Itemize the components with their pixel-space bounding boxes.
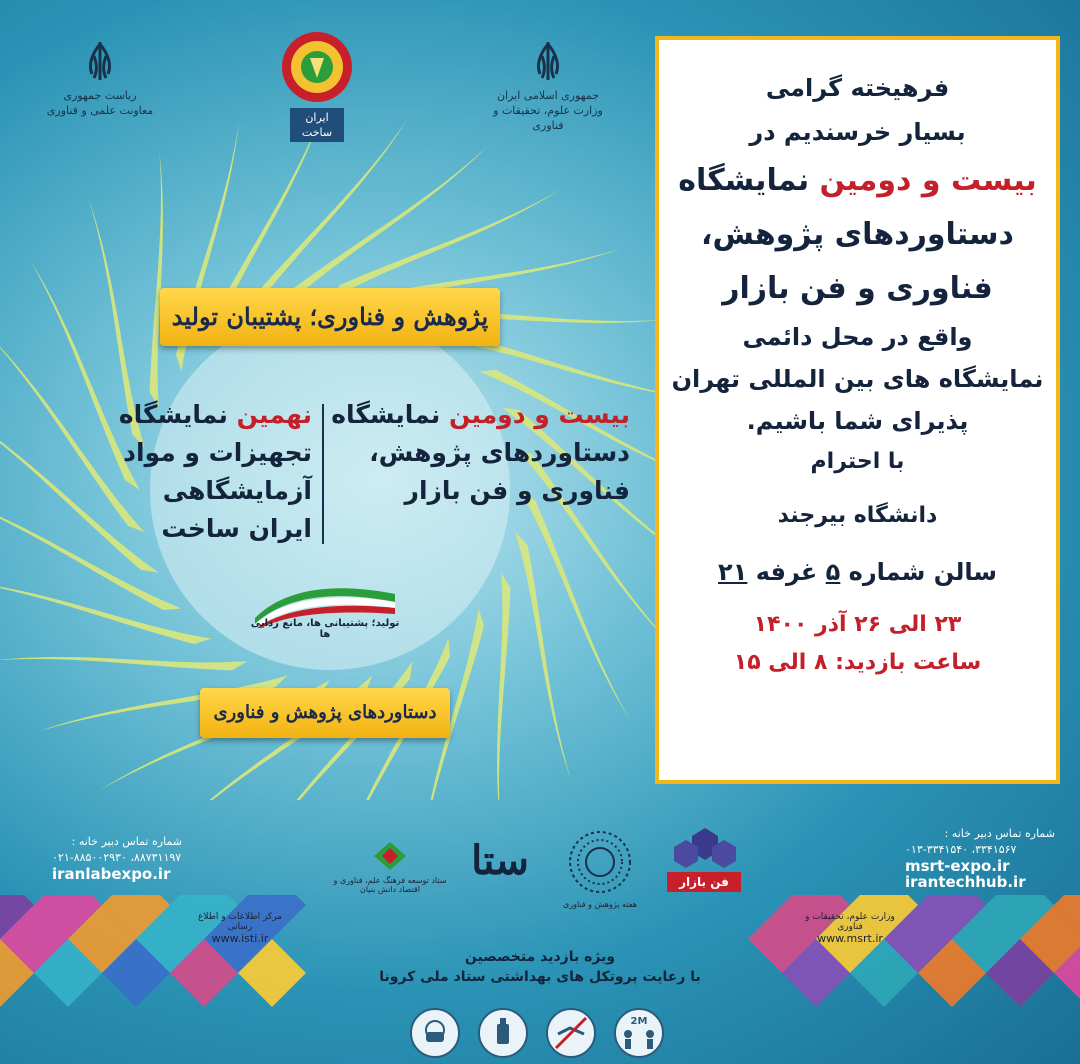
col-left-line1: نمایشگاه [118, 400, 228, 429]
left-contact-label: شماره تماس دبیر خانه : [71, 835, 182, 848]
footer-line1: ویژه بازدید متخصصین [464, 949, 616, 965]
isti-logo [195, 912, 285, 945]
research-week-logo-icon [564, 826, 636, 898]
social-distance-icon [614, 1008, 664, 1058]
right-contact-site2[interactable]: irantechhub.ir [905, 873, 1026, 891]
ministry-line2: وزارت علوم، تحقیقات و فناوری [493, 104, 603, 132]
card-line6: واقع در محل دائمی [742, 323, 973, 351]
achievements-label: دستاوردهای پژوهش و فناوری [200, 688, 450, 738]
col-left-line2: تجهیزات و مواد آزمایشگاهی [123, 438, 312, 505]
mask-icon [410, 1008, 460, 1058]
partner-p2: ستا [471, 837, 529, 884]
card-booth [659, 550, 1056, 594]
msrt-site[interactable]: www.msrt.ir [817, 932, 883, 945]
booth-label: غرفه [755, 558, 818, 586]
tulip-emblem-icon [80, 40, 120, 84]
iran-made-logo [272, 30, 362, 139]
card-line7: نمایشگاه های بین المللی تهران [671, 365, 1044, 393]
col-left-line3: ایران ساخت [161, 514, 312, 543]
col-right-line1: نمایشگاه [331, 400, 441, 429]
card-dates: ۲۳ الی ۲۶ آذر ۱۴۰۰ [753, 612, 962, 637]
left-contact [52, 834, 182, 882]
distance-label: 2M [630, 1016, 648, 1027]
iran-made-badge-icon [280, 30, 354, 104]
hall-label: سالن شماره [848, 558, 997, 586]
knowledge-culture-logo-icon [370, 838, 410, 874]
hand-sanitizer-icon [478, 1008, 528, 1058]
card-regards: با احترام [810, 449, 905, 474]
no-handshake-icon [546, 1008, 596, 1058]
col-research-exhibition [330, 396, 630, 510]
card-line3-red: بیست و دومین [819, 163, 1037, 198]
partner-sta [455, 838, 545, 884]
partner-p3: هفته پژوهش و فناوری [562, 900, 638, 909]
col-right-red: بیست و دومین [449, 400, 630, 429]
booth-number: ۲۱ [718, 558, 748, 586]
presidency-line2: معاونت علمی و فناوری [46, 104, 154, 117]
card-line3: نمایشگاه [678, 163, 810, 198]
partner-fanbazar [665, 826, 745, 896]
flag-graphic [245, 578, 405, 648]
right-contact [905, 826, 1055, 890]
tulip-emblem-icon [528, 40, 568, 84]
flag-caption: تولید؛ پشتیبانی ها، مانع زدایی ها [250, 618, 400, 640]
right-contact-site1[interactable]: msrt-expo.ir [905, 857, 1010, 875]
right-contact-label: شماره تماس دبیر خانه : [944, 827, 1055, 840]
left-contact-phone: ۰۲۱-۸۸۵۰۰۲۹۳۰ ،۸۸۷۳۱۱۹۷ [52, 851, 182, 864]
card-line2: بسیار خرسندیم در [749, 118, 966, 146]
card-line5: فناوری و فن بازار [722, 271, 993, 306]
isti-name: مرکز اطلاعات و اطلاع رسانی [198, 912, 282, 932]
col-lab-exhibition [0, 396, 312, 548]
card-line4: دستاوردهای پژوهش، [701, 217, 1014, 252]
presidency-line1: ریاست جمهوری [63, 89, 137, 102]
slogan-banner: پژوهش و فناوری؛ پشتیبان تولید [160, 288, 500, 346]
footer-notice [300, 947, 780, 987]
col-left-red: نهمین [236, 400, 312, 429]
col-right-line2: دستاوردهای پژوهش، [369, 438, 630, 467]
card-hours: ساعت بازدید: ۸ الی ۱۵ [733, 650, 982, 675]
fanbazar-logo-icon [666, 826, 744, 876]
partner-knowledge-culture [330, 838, 450, 894]
presidency-emblem [40, 40, 160, 118]
left-contact-site[interactable]: iranlabexpo.ir [52, 865, 171, 883]
card-line8: پذیرای شما باشیم. [746, 407, 969, 435]
partner-p1: ستاد توسعه فرهنگ علم، فناوری و اقتصاد دانش بنیان [333, 876, 447, 894]
msrt-name: وزارت علوم، تحقیقات و فناوری [805, 912, 895, 932]
card-greeting: فرهیخته گرامی [765, 74, 950, 102]
right-contact-phone: ۰۱۳-۳۳۴۱۵۴۰ ،۳۳۴۱۵۶۷ [905, 843, 1017, 856]
ministry-emblem [488, 40, 608, 133]
iran-made-caption: ایران ساخت [290, 108, 344, 142]
isti-site[interactable]: www.isti.ir [211, 932, 269, 945]
col-right-line3: فناوری و فن بازار [404, 476, 630, 505]
ministry-line1: جمهوری اسلامی ایران [496, 89, 600, 102]
invitation-card [655, 36, 1060, 784]
footer-line2: با رعایت پروتکل های بهداشتی ستاد ملی کرونا [379, 969, 701, 985]
column-divider [322, 404, 324, 544]
partner-p4: فن بازار [667, 872, 741, 892]
hall-number: ۵ [825, 558, 841, 586]
msrt-logo [805, 912, 895, 945]
card-university: دانشگاه بیرجند [777, 503, 938, 528]
